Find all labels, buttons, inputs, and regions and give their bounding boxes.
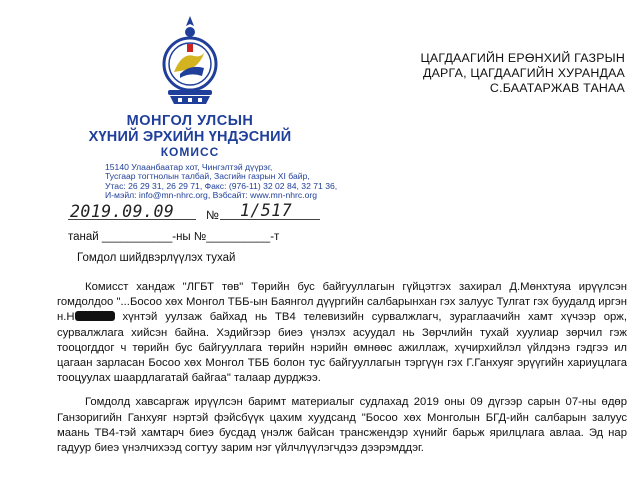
recipient-block [375, 51, 625, 96]
address-line: И-мэйл: info@mn-nhrc.org, Вэбсайт: www.mn-nhrc.org [105, 190, 317, 201]
recipient-line: ДАРГА, ЦАГДААГИЙН ХУРАНДАА [423, 66, 625, 80]
number-sign: № [206, 208, 219, 222]
paragraph-text: Комисст хандаж "ЛГБТ төв" Төрийн бус байгууллагын гүйцэтгэх захирал Д.Мөнхтуяа ирүүлсэн гомдолдоо "...Босоо хөх Монгол ТББ-ын Баянгол дүүргийн салбарынхан гэх залуус Тулгат гэх буудалд иргэн н.Н [57, 281, 627, 324]
recipient-line: ЦАГДААГИЙН ЕРӨНХИЙ ГАЗРЫН [420, 51, 625, 65]
letter-date: 2019.09.09 [70, 202, 175, 221]
address-line: Утас: 26 29 31, 26 29 71, Факс: (976-11) 32 02 84, 32 71 36, [105, 180, 338, 191]
org-line-2: ХҮНИЙ ЭРХИЙН ҮНДЭСНИЙ [88, 129, 292, 145]
redaction-mark [75, 311, 115, 321]
letter-subject: Гомдол шийдвэрлүүлэх тухай [77, 252, 236, 264]
address-line: Тусгаар тогтнолын талбай, Засгийн газрын XI байр, [105, 171, 310, 182]
body-paragraph [57, 280, 627, 386]
address-line: 15140 Улаанбаатар хот, Чингэлтэй дүүрэг, [105, 162, 273, 172]
reply-reference-line: танай ___________-ны №__________-т [68, 231, 280, 243]
org-line-3: КОМИСС [160, 145, 220, 159]
organization-name [70, 113, 310, 160]
reference-line [68, 201, 328, 228]
organization-address [105, 162, 338, 201]
letter-body [57, 280, 627, 465]
letter-number: 1/517 [240, 201, 293, 220]
org-line-1: МОНГОЛ УЛСЫН [126, 113, 254, 129]
paragraph-text: хүнтэй уулзаж байхад нь ТВ4 телевизийн сурвалжлагч, зураглаачийн хамт хүчээр орж, сурвалжлага хийсэн байна. Хэдийгээр биеэ үнэлэх асуудал нь Зөрчлийн тухай хуулиар зөрчил гэж тооцогддог ч төрийн бус байгууллага төрийн нэрийн өмнөөс ажиллаж, хүчирхийлэл үйлдэнэ гэдгээ ил цагаан зарласан Босоо хөх Монгол ТББ болон тус байгууллагын тэргүүн гэх Г.Ганхуяг эрүүгийн хариуцлага тооцуулах шаардлагатай байгаа" талаар дурджээ. [57, 311, 627, 385]
state-emblem-icon [160, 12, 220, 112]
recipient-line: С.БААТАРЖАВ ТАНАА [489, 81, 625, 95]
body-paragraph: Гомдолд хавсаргаж ирүүлсэн баримт материалыг судлахад 2019 оны 09 дүгээр сарын 07-ны өдөр Ганзоригийн Ганхуяг нэртэй фэйсбүүк цахим хуудсанд "Босоо хөх Монголын БГД-ийн салбарын залуус маань ТВ4-тэй хамтарч биеэ бусдад үнэлж байсан трансжендэр хүнийг барьж ярилцлага авлаа. Эд нар гадуур биеэ үнэлчихээд согтуу зарим нэг үйлчлүүлэгчдээ дээрэмддэг. [57, 396, 627, 455]
